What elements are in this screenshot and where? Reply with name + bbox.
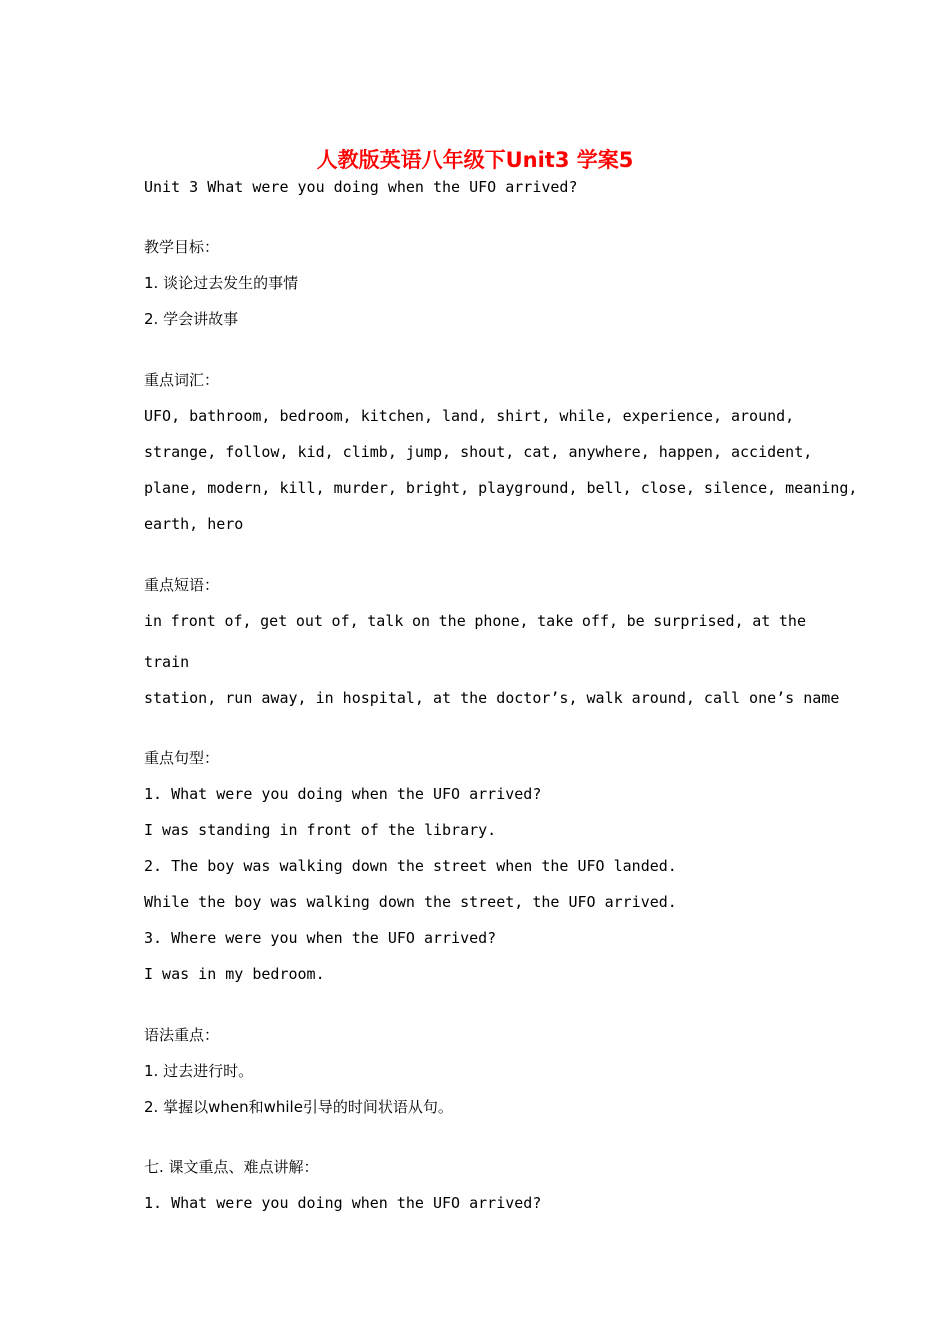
section7-heading: 七. 课文重点、难点讲解： xyxy=(144,1158,319,1176)
phrase-word: take xyxy=(537,612,574,630)
phrase-word: front xyxy=(170,612,216,630)
phrase-word: on xyxy=(411,612,431,630)
sentence-line: I was standing in front of the library. xyxy=(144,821,497,839)
phrases-heading: 重点短语： xyxy=(144,576,220,594)
section7-item: 1. What were you doing when the UFO arrived? xyxy=(144,1194,542,1212)
objective-item: 2. 学会讲故事 xyxy=(144,310,239,328)
phrase-word: the xyxy=(778,612,806,630)
grammar-item: 1. 过去进行时。 xyxy=(144,1062,254,1080)
grammar-item: 2. 掌握以when和while引导的时间状语从句。 xyxy=(144,1098,453,1116)
grammar-heading: 语法重点： xyxy=(144,1026,220,1044)
objectives-heading: 教学目标： xyxy=(144,238,220,256)
phrase-word: talk xyxy=(367,612,404,630)
document-title: 人教版英语八年级下Unit3 学案5 xyxy=(316,148,634,172)
phrases-line: train xyxy=(144,653,190,671)
phrase-word: surprised, xyxy=(653,612,744,630)
phrase-word: in xyxy=(144,612,163,630)
sentence-line: 2. The boy was walking down the street when the UFO landed. xyxy=(144,857,677,875)
sentence-line: I was in my bedroom. xyxy=(144,965,325,983)
vocabulary-heading: 重点词汇： xyxy=(144,371,220,389)
phrase-word: be xyxy=(626,612,645,630)
vocabulary-line: plane, modern, kill, murder, bright, playground, bell, close, silence, meaning, xyxy=(144,479,858,497)
vocabulary-line: earth, hero xyxy=(144,515,244,533)
phrase-word: the xyxy=(438,612,466,630)
phrase-word: at xyxy=(752,612,771,630)
sentence-line: 1. What were you doing when the UFO arrived? xyxy=(144,785,542,803)
sentence-line: 3. Where were you when the UFO arrived? xyxy=(144,929,497,947)
sentences-heading: 重点句型： xyxy=(144,749,220,767)
phrase-word: of, xyxy=(224,612,252,630)
sentence-line: While the boy was walking down the street, the UFO arrived. xyxy=(144,893,677,911)
phrase-word: get xyxy=(260,612,288,630)
phrases-line: station, run away, in hospital, at the doctor’s, walk around, call one’s name xyxy=(144,689,840,707)
objective-item: 1. 谈论过去发生的事情 xyxy=(144,274,299,292)
phrase-word: phone, xyxy=(474,612,529,630)
unit-subtitle: Unit 3 What were you doing when the UFO arrived? xyxy=(144,178,578,196)
phrases-line-justified xyxy=(144,611,806,631)
phrase-word: out xyxy=(295,612,323,630)
vocabulary-line: strange, follow, kid, climb, jump, shout, cat, anywhere, happen, accident, xyxy=(144,443,813,461)
vocabulary-line: UFO, bathroom, bedroom, kitchen, land, shirt, while, experience, around, xyxy=(144,407,795,425)
phrase-word: off, xyxy=(581,612,619,630)
phrase-word: of, xyxy=(331,612,359,630)
